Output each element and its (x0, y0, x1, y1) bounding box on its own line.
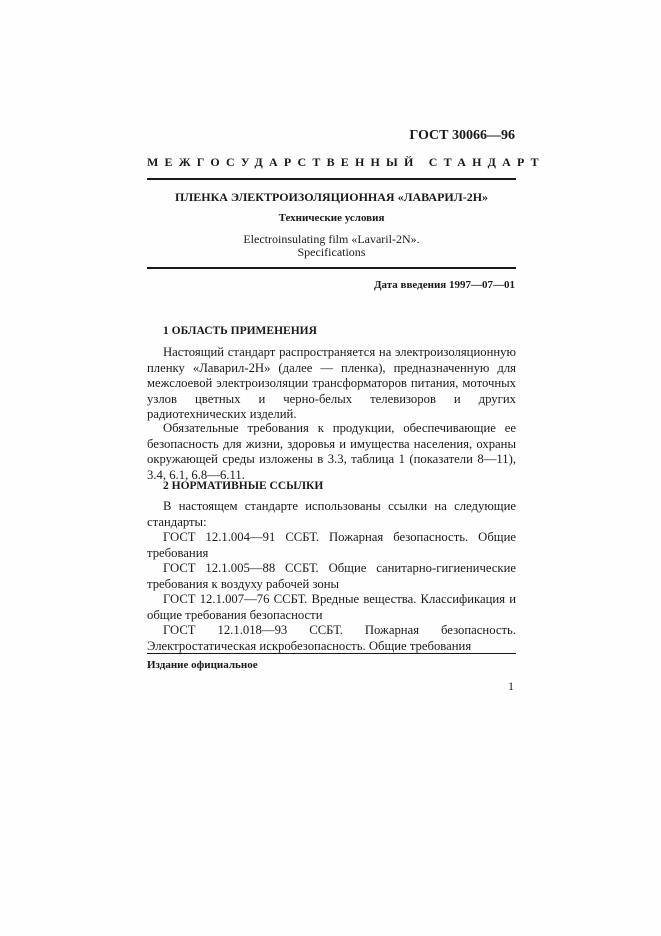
section2-body (147, 499, 516, 654)
reference-item: ГОСТ 12.1.018—93 ССБТ. Пожарная безопасность. Электростатическая искробезопасность. Общие требования (147, 623, 516, 653)
section2-intro: В настоящем стандарте использованы ссылки на следующие стандарты: (147, 499, 516, 529)
section1-heading: 1 ОБЛАСТЬ ПРИМЕНЕНИЯ (163, 325, 317, 337)
standard-banner: МЕЖГОСУДАРСТВЕННЫЙ СТАНДАРТ (147, 155, 545, 169)
reference-item: ГОСТ 12.1.005—88 ССБТ. Общие санитарно-гигиенические требования к воздуху рабочей зоны (147, 561, 516, 591)
english-title (147, 233, 516, 259)
edition-note: Издание официальное (147, 659, 258, 671)
document-subtitle: Технические условия (278, 212, 385, 224)
title-rule (147, 267, 516, 269)
document-code: ГОСТ 30066—96 (409, 128, 515, 143)
section2-heading: 2 НОРМАТИВНЫЕ ССЫЛКИ (163, 480, 324, 492)
document-title: ПЛЕНКА ЭЛЕКТРОИЗОЛЯЦИОННАЯ «ЛАВАРИЛ-2Н» (174, 190, 489, 204)
page-number: 1 (508, 679, 514, 693)
section1-paragraph1: Настоящий стандарт распространяется на электроизоляционную пленку «Лаварил-2Н» (далее — пленка), предназначенную для межслоевой электроизоляции трансформаторов питания, моточных узлов цветных и черно-белых телевизоров и других радиотехнических изделий. (147, 345, 516, 421)
section1-paragraph2: Обязательные требования к продукции, обеспечивающие ее безопасность для жизни, здоровья и имущества населения, охраны окружающей среды изложены в 3.3, таблица 1 (показатели 8—11), 3.4, 6.1, 6.8—6.11. (147, 421, 516, 482)
english-title-line1: Electroinsulating film «Lavaril-2N». (243, 232, 420, 246)
reference-item: ГОСТ 12.1.007—76 ССБТ. Вредные вещества. Классификация и общие требования безопасности (147, 592, 516, 622)
footer-rule (147, 653, 516, 654)
english-title-line2: Specifications (297, 245, 366, 259)
introduction-date: Дата введения 1997—07—01 (373, 279, 515, 291)
reference-item: ГОСТ 12.1.004—91 ССБТ. Пожарная безопасность. Общие требования (147, 530, 516, 560)
top-rule (147, 178, 516, 180)
